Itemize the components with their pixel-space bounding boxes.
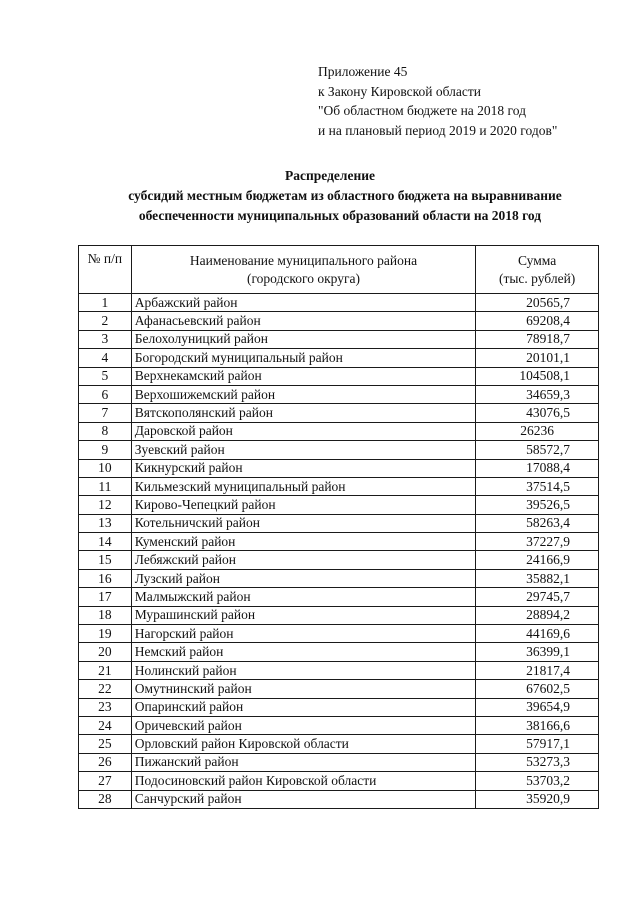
table-row (79, 477, 599, 495)
table-row (79, 459, 599, 477)
row-number: 5 (79, 367, 132, 385)
appendix-reference (318, 62, 557, 140)
row-amount: 39654,9 (476, 698, 599, 716)
row-number: 3 (79, 330, 132, 348)
row-district-name: Вятскополянский район (131, 404, 476, 422)
row-number: 14 (79, 533, 132, 551)
row-number: 2 (79, 312, 132, 330)
row-amount: 43076,5 (476, 404, 599, 422)
header-sum-line: (тыс. рублей) (498, 270, 576, 286)
row-district-name: Нагорский район (131, 625, 476, 643)
header-number: № п/п (79, 246, 132, 294)
row-district-name: Опаринский район (131, 698, 476, 716)
row-district-name: Малмыжский район (131, 588, 476, 606)
row-amount: 20101,1 (476, 349, 599, 367)
header-sum (476, 246, 599, 294)
table-row (79, 294, 599, 312)
title-line: субсидий местным бюджетам из областного бюджета на выравнивание (128, 188, 562, 203)
table-row (79, 698, 599, 716)
row-district-name: Орловский район Кировской области (131, 735, 476, 753)
title-line: обеспеченности муниципальных образований области на 2018 год (138, 208, 542, 223)
row-number: 23 (79, 698, 132, 716)
row-number: 13 (79, 514, 132, 532)
row-number: 21 (79, 661, 132, 679)
appendix-line: к Закону Кировской области (318, 83, 482, 99)
table-row (79, 349, 599, 367)
table-row (79, 735, 599, 753)
row-district-name: Оричевский район (131, 716, 476, 734)
row-district-name: Кильмезский муниципальный район (131, 477, 476, 495)
row-district-name: Пижанский район (131, 753, 476, 771)
table-row (79, 533, 599, 551)
row-number: 26 (79, 753, 132, 771)
row-number: 12 (79, 496, 132, 514)
appendix-line: Приложение 45 (318, 64, 408, 79)
row-number: 17 (79, 588, 132, 606)
row-number: 15 (79, 551, 132, 569)
row-district-name: Даровской район (131, 422, 476, 440)
table-row (79, 790, 599, 808)
row-number: 24 (79, 716, 132, 734)
row-amount: 39526,5 (476, 496, 599, 514)
row-amount: 35920,9 (476, 790, 599, 808)
table-row (79, 569, 599, 587)
row-amount: 57917,1 (476, 735, 599, 753)
row-number: 19 (79, 625, 132, 643)
row-district-name: Верхнекамский район (131, 367, 476, 385)
appendix-line: "Об областном бюджете на 2018 год (318, 103, 526, 118)
row-number: 8 (79, 422, 132, 440)
row-number: 11 (79, 477, 132, 495)
row-amount: 38166,6 (476, 716, 599, 734)
row-number: 27 (79, 772, 132, 790)
row-number: 16 (79, 569, 132, 587)
table-header-row (79, 246, 599, 294)
row-amount: 35882,1 (476, 569, 599, 587)
row-amount: 104508,1 (476, 367, 599, 385)
row-number: 20 (79, 643, 132, 661)
row-amount: 21817,4 (476, 661, 599, 679)
header-sum-line: Сумма (518, 252, 557, 268)
row-district-name: Куменский район (131, 533, 476, 551)
row-district-name: Лузский район (131, 569, 476, 587)
table-row (79, 661, 599, 679)
row-amount: 24166,9 (476, 551, 599, 569)
row-amount: 34659,3 (476, 385, 599, 403)
table-row (79, 385, 599, 403)
row-district-name: Нолинский район (131, 661, 476, 679)
subsidy-table (78, 245, 599, 809)
table-row (79, 643, 599, 661)
row-number: 18 (79, 606, 132, 624)
row-amount: 28894,2 (476, 606, 599, 624)
row-district-name: Зуевский район (131, 441, 476, 459)
row-amount: 58572,7 (476, 441, 599, 459)
row-amount: 53703,2 (476, 772, 599, 790)
row-district-name: Богородский муниципальный район (131, 349, 476, 367)
row-number: 4 (79, 349, 132, 367)
row-amount: 53273,3 (476, 753, 599, 771)
table-row (79, 441, 599, 459)
row-amount: 29745,7 (476, 588, 599, 606)
row-district-name: Омутнинский район (131, 680, 476, 698)
row-number: 28 (79, 790, 132, 808)
row-district-name: Верхошижемский район (131, 385, 476, 403)
table-row (79, 625, 599, 643)
row-number: 1 (79, 294, 132, 312)
row-number: 22 (79, 680, 132, 698)
row-district-name: Кикнурский район (131, 459, 476, 477)
row-district-name: Кирово-Чепецкий район (131, 496, 476, 514)
table-row (79, 588, 599, 606)
row-district-name: Мурашинский район (131, 606, 476, 624)
row-district-name: Арбажский район (131, 294, 476, 312)
row-amount: 37227,9 (476, 533, 599, 551)
header-name (131, 246, 476, 294)
header-name-line: Наименование муниципального района (189, 252, 418, 268)
row-district-name: Котельничский район (131, 514, 476, 532)
table-row (79, 330, 599, 348)
row-amount: 37514,5 (476, 477, 599, 495)
row-number: 25 (79, 735, 132, 753)
row-amount: 36399,1 (476, 643, 599, 661)
row-amount: 78918,7 (476, 330, 599, 348)
row-amount: 67602,5 (476, 680, 599, 698)
row-district-name: Афанасьевский район (131, 312, 476, 330)
title-line: Распределение (284, 168, 376, 183)
table-row (79, 514, 599, 532)
row-number: 9 (79, 441, 132, 459)
row-number: 6 (79, 385, 132, 403)
table-row (79, 404, 599, 422)
table-row (79, 716, 599, 734)
table-row (79, 367, 599, 385)
row-amount: 44169,6 (476, 625, 599, 643)
table-body (79, 294, 599, 809)
row-amount: 26236 (476, 422, 599, 440)
row-number: 10 (79, 459, 132, 477)
table-row (79, 312, 599, 330)
table-row (79, 496, 599, 514)
table-row (79, 772, 599, 790)
row-amount: 20565,7 (476, 294, 599, 312)
row-district-name: Подосиновский район Кировской области (131, 772, 476, 790)
table-row (79, 680, 599, 698)
row-district-name: Белохолуницкий район (131, 330, 476, 348)
row-district-name: Немский район (131, 643, 476, 661)
table-row (79, 422, 599, 440)
table-row (79, 551, 599, 569)
row-number: 7 (79, 404, 132, 422)
row-amount: 69208,4 (476, 312, 599, 330)
row-amount: 58263,4 (476, 514, 599, 532)
appendix-line: и на плановый период 2019 и 2020 годов" (318, 122, 558, 138)
document-title (0, 166, 640, 226)
table-row (79, 606, 599, 624)
table-row (79, 753, 599, 771)
row-district-name: Санчурский район (131, 790, 476, 808)
header-name-line: (городского округа) (246, 270, 361, 286)
row-amount: 17088,4 (476, 459, 599, 477)
row-district-name: Лебяжский район (131, 551, 476, 569)
